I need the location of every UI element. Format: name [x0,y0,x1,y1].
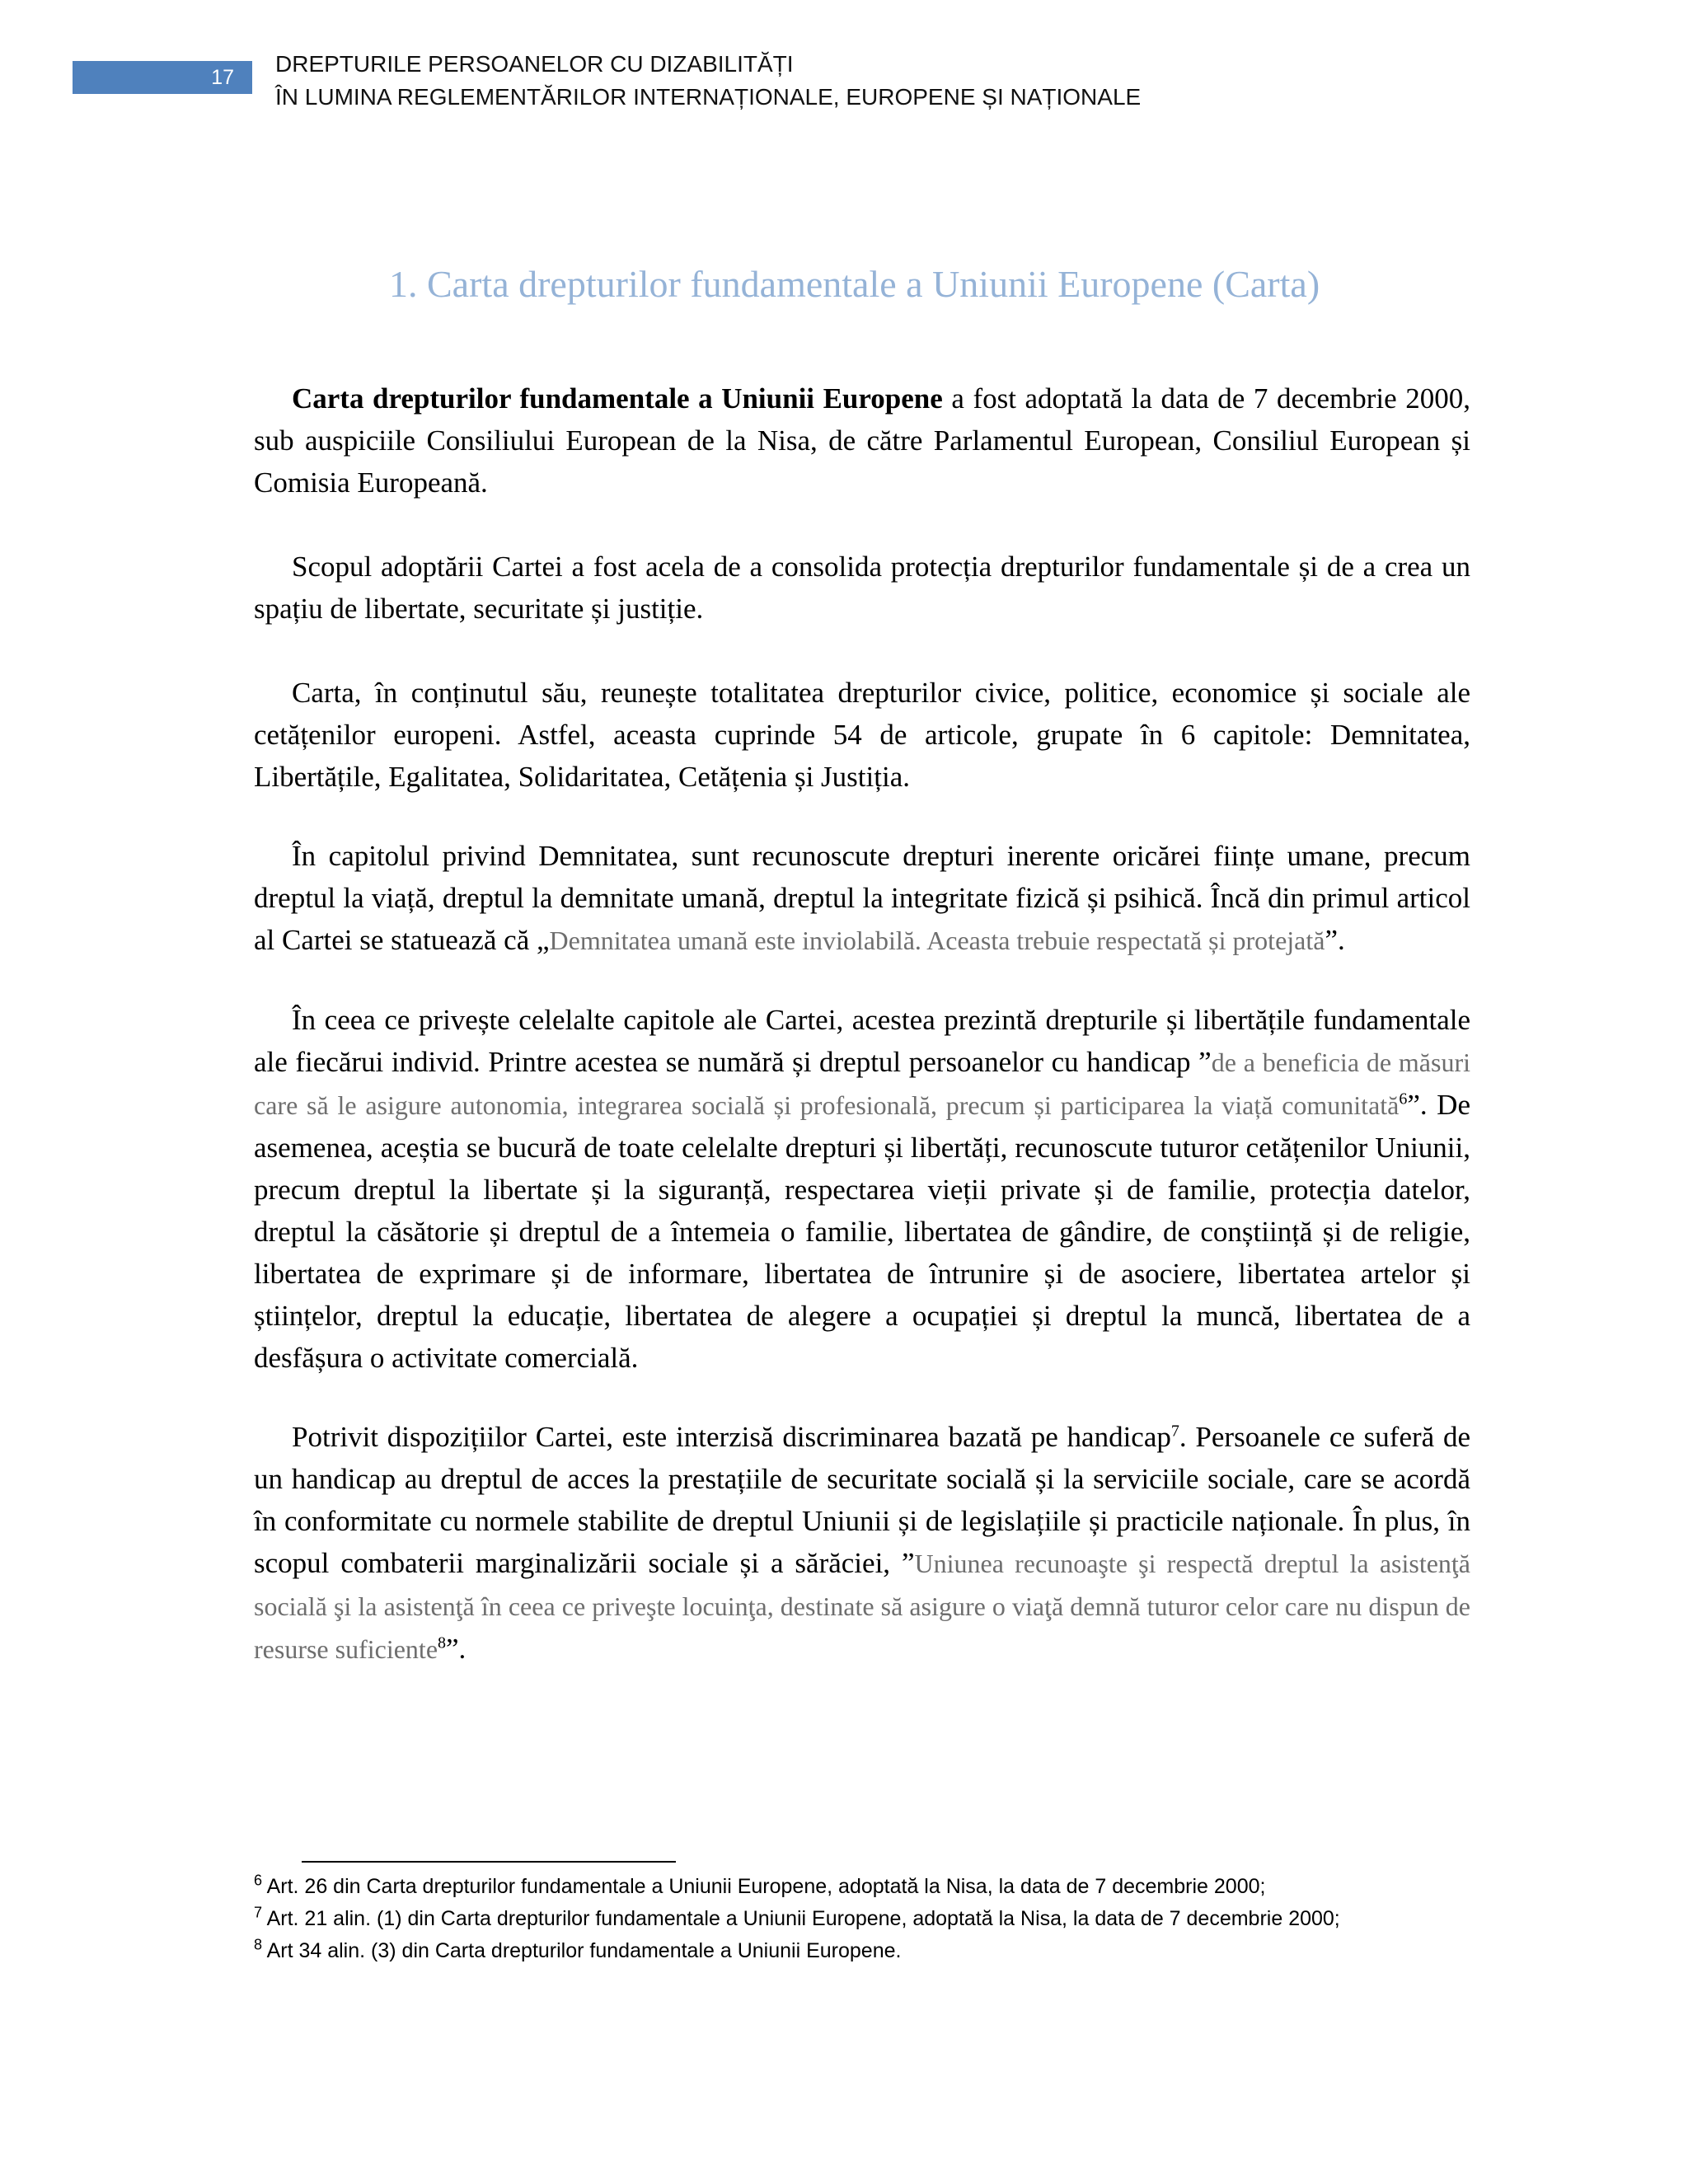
section-title: 1. Carta drepturilor fundamentale a Uniunii Europene (Carta) [389,263,1320,305]
paragraph-6 [254,1416,1470,1671]
header-line-1: DREPTURILE PERSOANELOR CU DIZABILITĂȚI [275,51,794,77]
paragraph-6-end: ”. [446,1633,467,1665]
footnotes [254,1871,1470,1967]
paragraph-6-text: Potrivit dispozițiilor Cartei, este interzisă discriminarea bazată pe handicap [292,1421,1171,1453]
paragraph-5 [254,999,1470,1379]
paragraph-1 [254,377,1470,504]
paragraph-4-text: În capitolul privind Demnitatea, sunt recunoscute drepturi inerente oricărei ființe umane, precum dreptul la viață, dreptul la demnitate umană, dreptul la integritate fizică și psihică. Încă din primul articol al Cartei se statuează că „ [254,840,1470,956]
footnote-ref-6[interactable]: 6 [1399,1090,1408,1108]
paragraph-5-rest: ”. De asemenea, aceștia se bucură de toate celelalte drepturi și libertăți, recunoscute tuturor cetățenilor Uniunii, precum dreptul la libertate și la siguranță, respectarea vieții private și de familie, protecția datelor, dreptul la căsătorie și dreptul de a întemeia o familie, libertatea de gândire, de conștiință și de religie, libertatea de exprimare și de informare, libertatea de întrunire și de asociere, libertatea artelor și științelor, dreptul la educație, libertatea de alegere a ocupației și dreptul la muncă, libertatea de a desfășura o activitate comercială. [254,1089,1470,1374]
footnote-6-text: Art. 26 din Carta drepturilor fundamentale a Uniunii Europene, adoptată la Nisa, la data de 7 decembrie 2000; [262,1875,1266,1898]
footnote-7 [254,1903,1470,1935]
footnote-6 [254,1871,1470,1903]
paragraph-4-end: ”. [1325,924,1345,956]
page-number-badge [73,61,252,94]
footnote-8-number: 8 [254,1936,263,1953]
quote-disability-rights: de a beneficia de măsuri care să le asigure autonomia, integrarea socială și profesională, precum și participarea la viață comunitată [254,1047,1470,1120]
footnote-ref-7[interactable]: 7 [1170,1422,1179,1441]
paragraph-6-middle: . Persoanele ce suferă de un handicap au dreptul de acces la prestațiile de securitate socială și la serviciile sociale, care se acordă în conformitate cu normele stabilite de dreptul Uniunii și de legislațiile și practicile naționale. În plus, în scopul combaterii marginalizării sociale și a sărăciei, ” [254,1421,1470,1579]
quote-dignity: Demnitatea umană este inviolabilă. Aceasta trebuie respectată și protejată [549,926,1325,955]
footnote-8-text: Art 34 alin. (3) din Carta drepturilor fundamentale a Uniunii Europene. [262,1939,902,1962]
paragraph-1-text: a fost adoptată la data de 7 decembrie 2000, sub auspiciile Consiliului European de la Nisa, de către Parlamentul European, Consiliul European și Comisia Europeană. [254,382,1470,499]
footnote-7-text: Art. 21 alin. (1) din Carta drepturilor fundamentale a Uniunii Europene, adoptată la Nisa, la data de 7 decembrie 2000; [262,1907,1340,1930]
footnote-8 [254,1935,1470,1967]
footnote-7-number: 7 [254,1904,263,1921]
running-header [275,48,1141,114]
paragraph-2: Scopul adoptării Cartei a fost acela de a consolida protecția drepturilor fundamentale și de a crea un spațiu de libertate, securitate și justiție. [254,551,1470,625]
footnote-6-number: 6 [254,1872,263,1889]
footnote-ref-8[interactable]: 8 [438,1633,447,1652]
paragraph-5-text: În ceea ce privește celelalte capitole ale Cartei, acestea prezintă drepturile și libertățile fundamentale ale fiecărui individ. Printre acestea se numără și dreptul persoanelor cu handicap ” [254,1004,1470,1078]
header-line-2: ÎN LUMINA REGLEMENTĂRILOR INTERNAȚIONALE, EUROPENE ȘI NAȚIONALE [275,84,1142,110]
page-number: 17 [211,65,234,89]
quote-social-assistance: Uniunea recunoaşte şi respectă dreptul la asistenţă socială şi la asistenţă în ceea ce priveşte locuinţa, destinate să asigure o viaţă demnă tuturor celor care nu dispun de resurse suficiente [254,1549,1471,1664]
charter-name-bold: Carta drepturilor fundamentale a Uniunii Europene [292,382,943,415]
paragraph-4 [254,835,1470,962]
document-body [254,377,1470,1671]
footnote-separator [302,1861,676,1863]
paragraph-3: Carta, în conținutul său, reunește totalitatea drepturilor civice, politice, economice și sociale ale cetățenilor europeni. Astfel, aceasta cuprinde 54 de articole, grupate în 6 capitole: Demnitatea, Libertățile, Egalitatea, Solidaritatea, Cetățenia și Justiția. [254,677,1470,793]
